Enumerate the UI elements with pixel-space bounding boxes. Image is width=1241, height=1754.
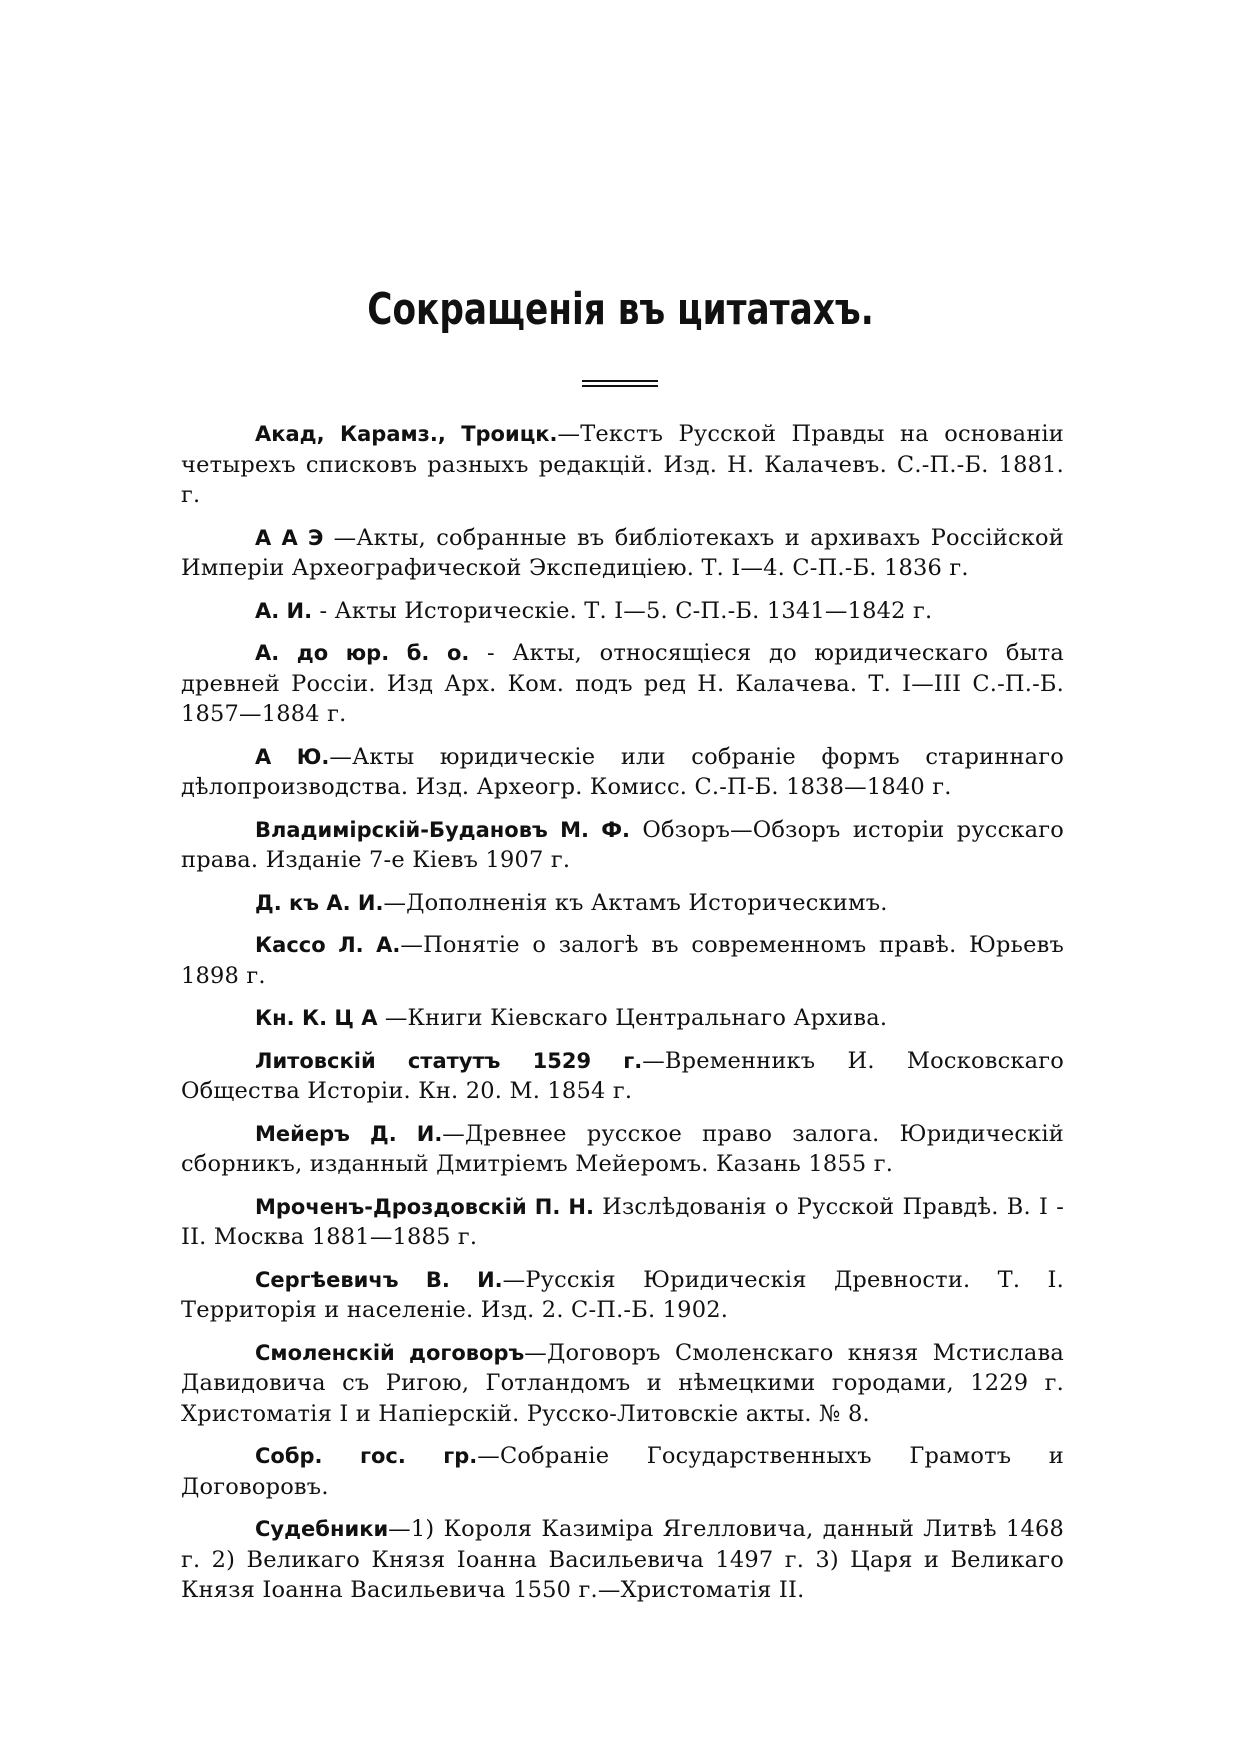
entry-abbreviation: А. до юр. б. о. bbox=[255, 641, 470, 665]
entry-text: —Текстъ Русской Правды на основаніи четырехъ списковъ разныхъ редакцій. Изд. Н. Калачевъ. С.-П.-Б. 1881. г. bbox=[181, 421, 1064, 508]
abbreviation-entry bbox=[181, 1046, 1064, 1107]
entry-abbreviation: А Ю. bbox=[255, 744, 330, 769]
entry-abbreviation: Судебники bbox=[255, 1517, 389, 1541]
entry-text: - Акты, относящіеся до юридическаго быта древней Россіи. Изд Арх. Ком. подъ ред Н. Калачева. Т. I—III С.-П.-Б. 1857—1884 г. bbox=[181, 640, 1064, 727]
entry-abbreviation: Владимірскій-Будановъ М. Ф. bbox=[255, 817, 631, 842]
entry-text: —Собраніе Государственныхъ Грамотъ и Договоровъ. bbox=[181, 1443, 1064, 1500]
entry-abbreviation: Акад, Карамз., Троицк. bbox=[255, 422, 558, 446]
abbreviation-entry bbox=[181, 930, 1064, 991]
abbreviation-entry bbox=[181, 1265, 1064, 1326]
abbreviation-entry bbox=[181, 1192, 1064, 1253]
abbreviation-entry bbox=[181, 742, 1064, 803]
entry-abbreviation: А А Э bbox=[255, 525, 324, 550]
entry-abbreviation: А. И. bbox=[255, 598, 313, 623]
page-title: Сокращенія въ цитатахъ. bbox=[367, 284, 874, 335]
abbreviation-list bbox=[181, 419, 1064, 1618]
title-double-rule bbox=[582, 380, 658, 387]
abbreviation-entry bbox=[181, 815, 1064, 876]
abbreviation-entry bbox=[181, 888, 1064, 919]
entry-abbreviation: Мроченъ-Дроздовскій П. Н. bbox=[255, 1194, 594, 1219]
entry-abbreviation: Кассо Л. А. bbox=[255, 933, 401, 957]
entry-text: —Русскія Юридическія Древности. Т. I. Территорія и населеніе. Изд. 2. С-П.-Б. 1902. bbox=[181, 1266, 1064, 1323]
entry-abbreviation: Кн. К. Ц А bbox=[255, 1006, 378, 1030]
entry-text: —Книги Кіевскаго Центральнаго Архива. bbox=[377, 1005, 888, 1031]
entry-abbreviation: Сергѣевичъ В. И. bbox=[255, 1267, 503, 1292]
entry-abbreviation: Мейеръ Д. И. bbox=[255, 1121, 443, 1146]
abbreviation-entry bbox=[181, 1119, 1064, 1180]
abbreviation-entry bbox=[181, 523, 1064, 584]
entry-abbreviation: Собр. гос. гр. bbox=[255, 1444, 478, 1468]
entry-text: - Акты Историческіе. Т. I—5. С-П.-Б. 1341—1842 г. bbox=[312, 597, 933, 624]
abbreviation-entry bbox=[181, 1338, 1064, 1430]
entry-text: Обзоръ—Обзоръ исторіи русскаго права. Изданіе 7-е Кіевъ 1907 г. bbox=[181, 816, 1064, 873]
entry-text: Изслѣдованія о Русской Правдѣ. В. I - II. Москва 1881—1885 г. bbox=[181, 1193, 1065, 1250]
entry-text: —Акты юридическіе или собраніе формъ стариннаго дѣлопроизводства. Изд. Археогр. Комисс. С.-П-Б. 1838—1840 г. bbox=[181, 743, 1064, 800]
abbreviation-entry bbox=[181, 1441, 1064, 1502]
entry-text: —1) Короля Казиміра Ягелловича, данный Литвѣ 1468 г. 2) Великаго Князя Іоанна Васильевича 1497 г. 3) Царя и Великаго Князя Іоанна Васильевича 1550 г.—Христоматія II. bbox=[181, 1516, 1064, 1603]
abbreviation-entry bbox=[181, 1514, 1064, 1606]
entry-text: —Дополненія къ Актамъ Историческимъ. bbox=[383, 889, 888, 916]
entry-abbreviation: Смоленскій договоръ bbox=[255, 1340, 525, 1365]
entry-text: —Понятіе о залогѣ въ современномъ правѣ. Юрьевъ 1898 г. bbox=[181, 932, 1064, 989]
entry-text: —Договоръ Смоленскаго князя Мстислава Давидовича съ Ригою, Готландомъ и нѣмецкими городами, 1229 г. Христоматія I и Напіерскій. Русско-Литовскіе акты. № 8. bbox=[181, 1339, 1064, 1427]
abbreviation-entry bbox=[181, 1003, 1064, 1034]
abbreviation-entry bbox=[181, 638, 1064, 730]
abbreviation-entry bbox=[181, 419, 1064, 511]
entry-text: —Временникъ И. Московскаго Общества Исторіи. Кн. 20. М. 1854 г. bbox=[181, 1047, 1065, 1104]
entry-text: —Древнее русское право залога. Юридическій сборникъ, изданный Дмитріемъ Мейеромъ. Казань 1855 г. bbox=[181, 1120, 1064, 1177]
entry-abbreviation: Литовскій статутъ 1529 г. bbox=[255, 1048, 643, 1073]
abbreviation-entry bbox=[181, 596, 1064, 627]
entry-text: —Акты, собранные въ библіотекахъ и архивахъ Россійской Имперіи Археографической Экспедиціею. Т. I—4. С-П.-Б. 1836 г. bbox=[181, 524, 1064, 581]
entry-abbreviation: Д. къ А. И. bbox=[255, 890, 384, 915]
